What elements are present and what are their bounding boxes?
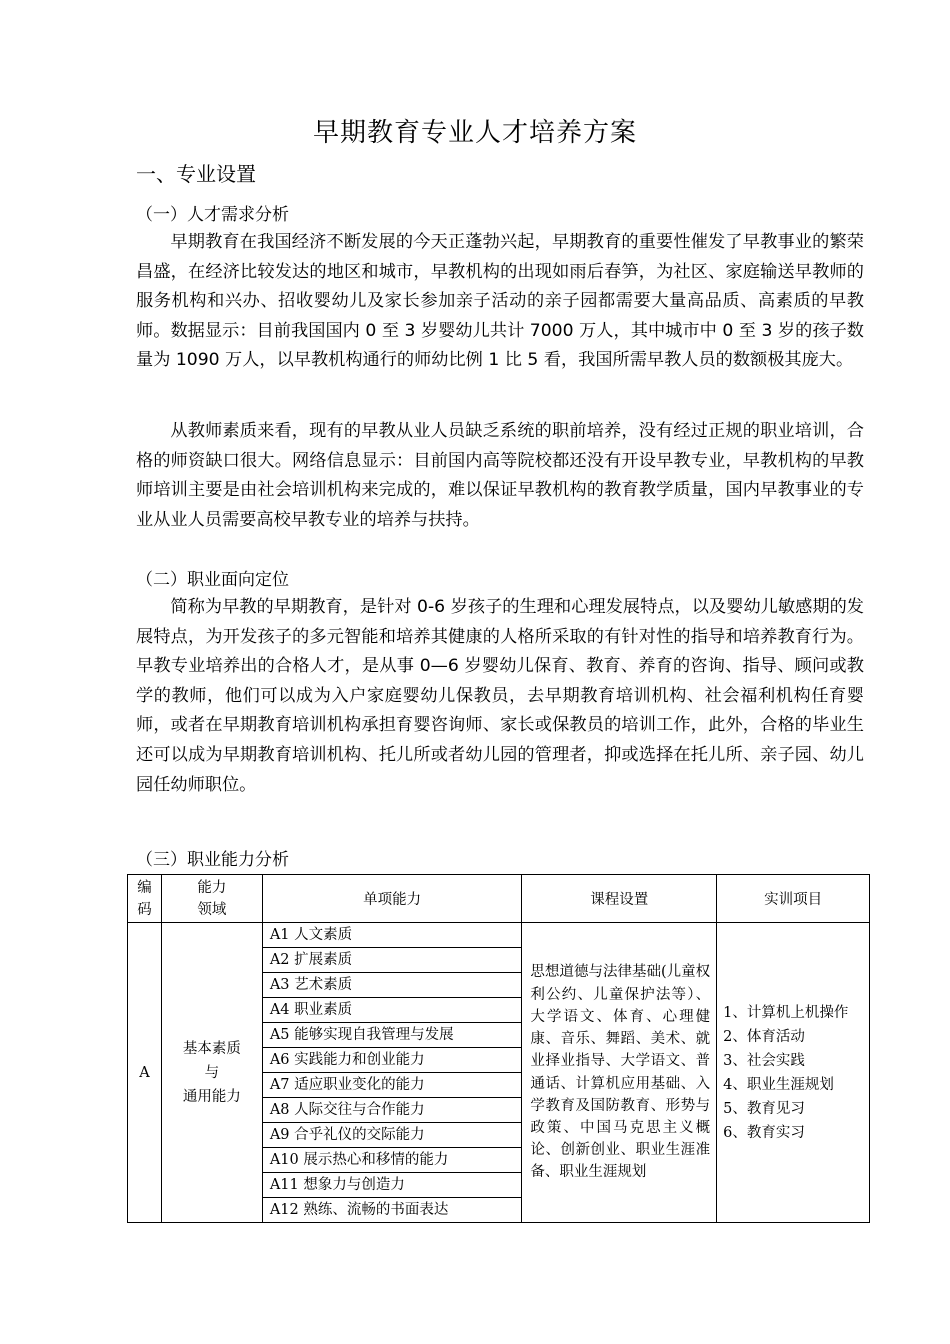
list-item: 5、教育见习 bbox=[723, 1100, 805, 1117]
list-item: 2、体育活动 bbox=[723, 1028, 805, 1045]
row-abilities bbox=[262, 923, 522, 1223]
header-courses: 课程设置 bbox=[522, 875, 717, 923]
list-item: A4 职业素质 bbox=[263, 998, 522, 1023]
list-item: A2 扩展素质 bbox=[263, 948, 522, 973]
row-training bbox=[717, 923, 870, 1223]
paragraph-demand-2: 从教师素质来看，现有的早教从业人员缺乏系统的职前培养，没有经过正规的职业培训，合格的师资缺口很大。网络信息显示：目前国内高等院校都还没有开设早教专业，早教机构的早教师培训主要是由社会培训机构来完成的，难以保证早教机构的教育教学质量，国内早教事业的专业从业人员需要高校早教专业的培养与扶持。 bbox=[136, 421, 864, 530]
section-heading-1: 一、专业设置 bbox=[136, 162, 256, 186]
list-item: A9 合乎礼仪的交际能力 bbox=[263, 1123, 522, 1148]
row-code: A bbox=[128, 923, 162, 1223]
table-header-row bbox=[128, 875, 870, 923]
document-title: 早期教育专业人才培养方案 bbox=[312, 118, 637, 148]
row-courses: 思想道德与法律基础(儿童权利公约、儿童保护法等）、大学语文、体育、心理健康、音乐、舞蹈、美术、就业择业指导、大学语文、普通话、计算机应用基础、入学教育及国防教育、形势与政策、中国马克思主义概论、创新创业、职业生涯准备、职业生涯规划 bbox=[522, 923, 717, 1223]
header-single-ability: 单项能力 bbox=[262, 875, 522, 923]
list-item: 3、社会实践 bbox=[723, 1052, 805, 1069]
list-item: A6 实践能力和创业能力 bbox=[263, 1048, 522, 1073]
subsection-heading-2: （二）职业面向定位 bbox=[136, 570, 289, 590]
subsection-heading-3: （三）职业能力分析 bbox=[136, 850, 289, 870]
header-code: 编 码 bbox=[128, 875, 162, 923]
list-item: 1、计算机上机操作 bbox=[723, 1004, 849, 1021]
header-field: 能力 领域 bbox=[161, 875, 262, 923]
table-row bbox=[128, 923, 870, 1223]
list-item: A10 展示热心和移情的能力 bbox=[263, 1148, 522, 1173]
list-item: A7 适应职业变化的能力 bbox=[263, 1073, 522, 1098]
list-item: A12 熟练、流畅的书面表达 bbox=[269, 1202, 449, 1218]
list-item: A1 人文素质 bbox=[263, 923, 522, 948]
subsection-heading-1: （一）人才需求分析 bbox=[136, 205, 289, 225]
list-item: 4、职业生涯规划 bbox=[723, 1076, 834, 1093]
paragraph-positioning: 简称为早教的早期教育，是针对 0-6 岁孩子的生理和心理发展特点，以及婴幼儿敏感期的发展特点，为开发孩子的多元智能和培养其健康的人格所采取的有针对性的指导和培养教育行为。早教专业培养出的合格人才，是从事 0—6 岁婴幼儿保育、教育、养育的咨询、指导、顾问或教学的教师，他们可以成为入户家庭婴幼儿保教员，去早期教育培训机构、社会福利机构任育婴师，或者在早期教育培训机构承担育婴咨询师、家长或保教员的培训工作，此外，合格的毕业生还可以成为早期教育培训机构、托儿所或者幼儿园的管理者，抑或选择在托儿所、亲子园、幼儿园任幼师职位。 bbox=[136, 597, 864, 795]
list-item: A8 人际交往与合作能力 bbox=[263, 1098, 522, 1123]
header-training: 实训项目 bbox=[717, 875, 870, 923]
row-field: 基本素质 与 通用能力 bbox=[161, 923, 262, 1223]
list-item: A11 想象力与创造力 bbox=[263, 1173, 522, 1198]
list-item: 6、教育实习 bbox=[723, 1124, 805, 1141]
paragraph-demand-1: 早期教育在我国经济不断发展的今天正蓬勃兴起，早期教育的重要性催发了早教事业的繁荣昌盛，在经济比较发达的地区和城市，早教机构的出现如雨后春笋，为社区、家庭输送早教师的服务机构和兴办、招收婴幼儿及家长参加亲子活动的亲子园都需要大量高品质、高素质的早教师。数据显示：目前我国国内 0 至 3 岁婴幼儿共计 7000 万人，其中城市中 0 至 3 岁的孩子数量为 1090 万人，以早教机构通行的师幼比例 1 比 5 看，我国所需早教人员的数额极其庞大。 bbox=[136, 232, 864, 371]
ability-table bbox=[127, 874, 870, 1223]
list-item: A3 艺术素质 bbox=[263, 973, 522, 998]
list-item: A5 能够实现自我管理与发展 bbox=[263, 1023, 522, 1048]
